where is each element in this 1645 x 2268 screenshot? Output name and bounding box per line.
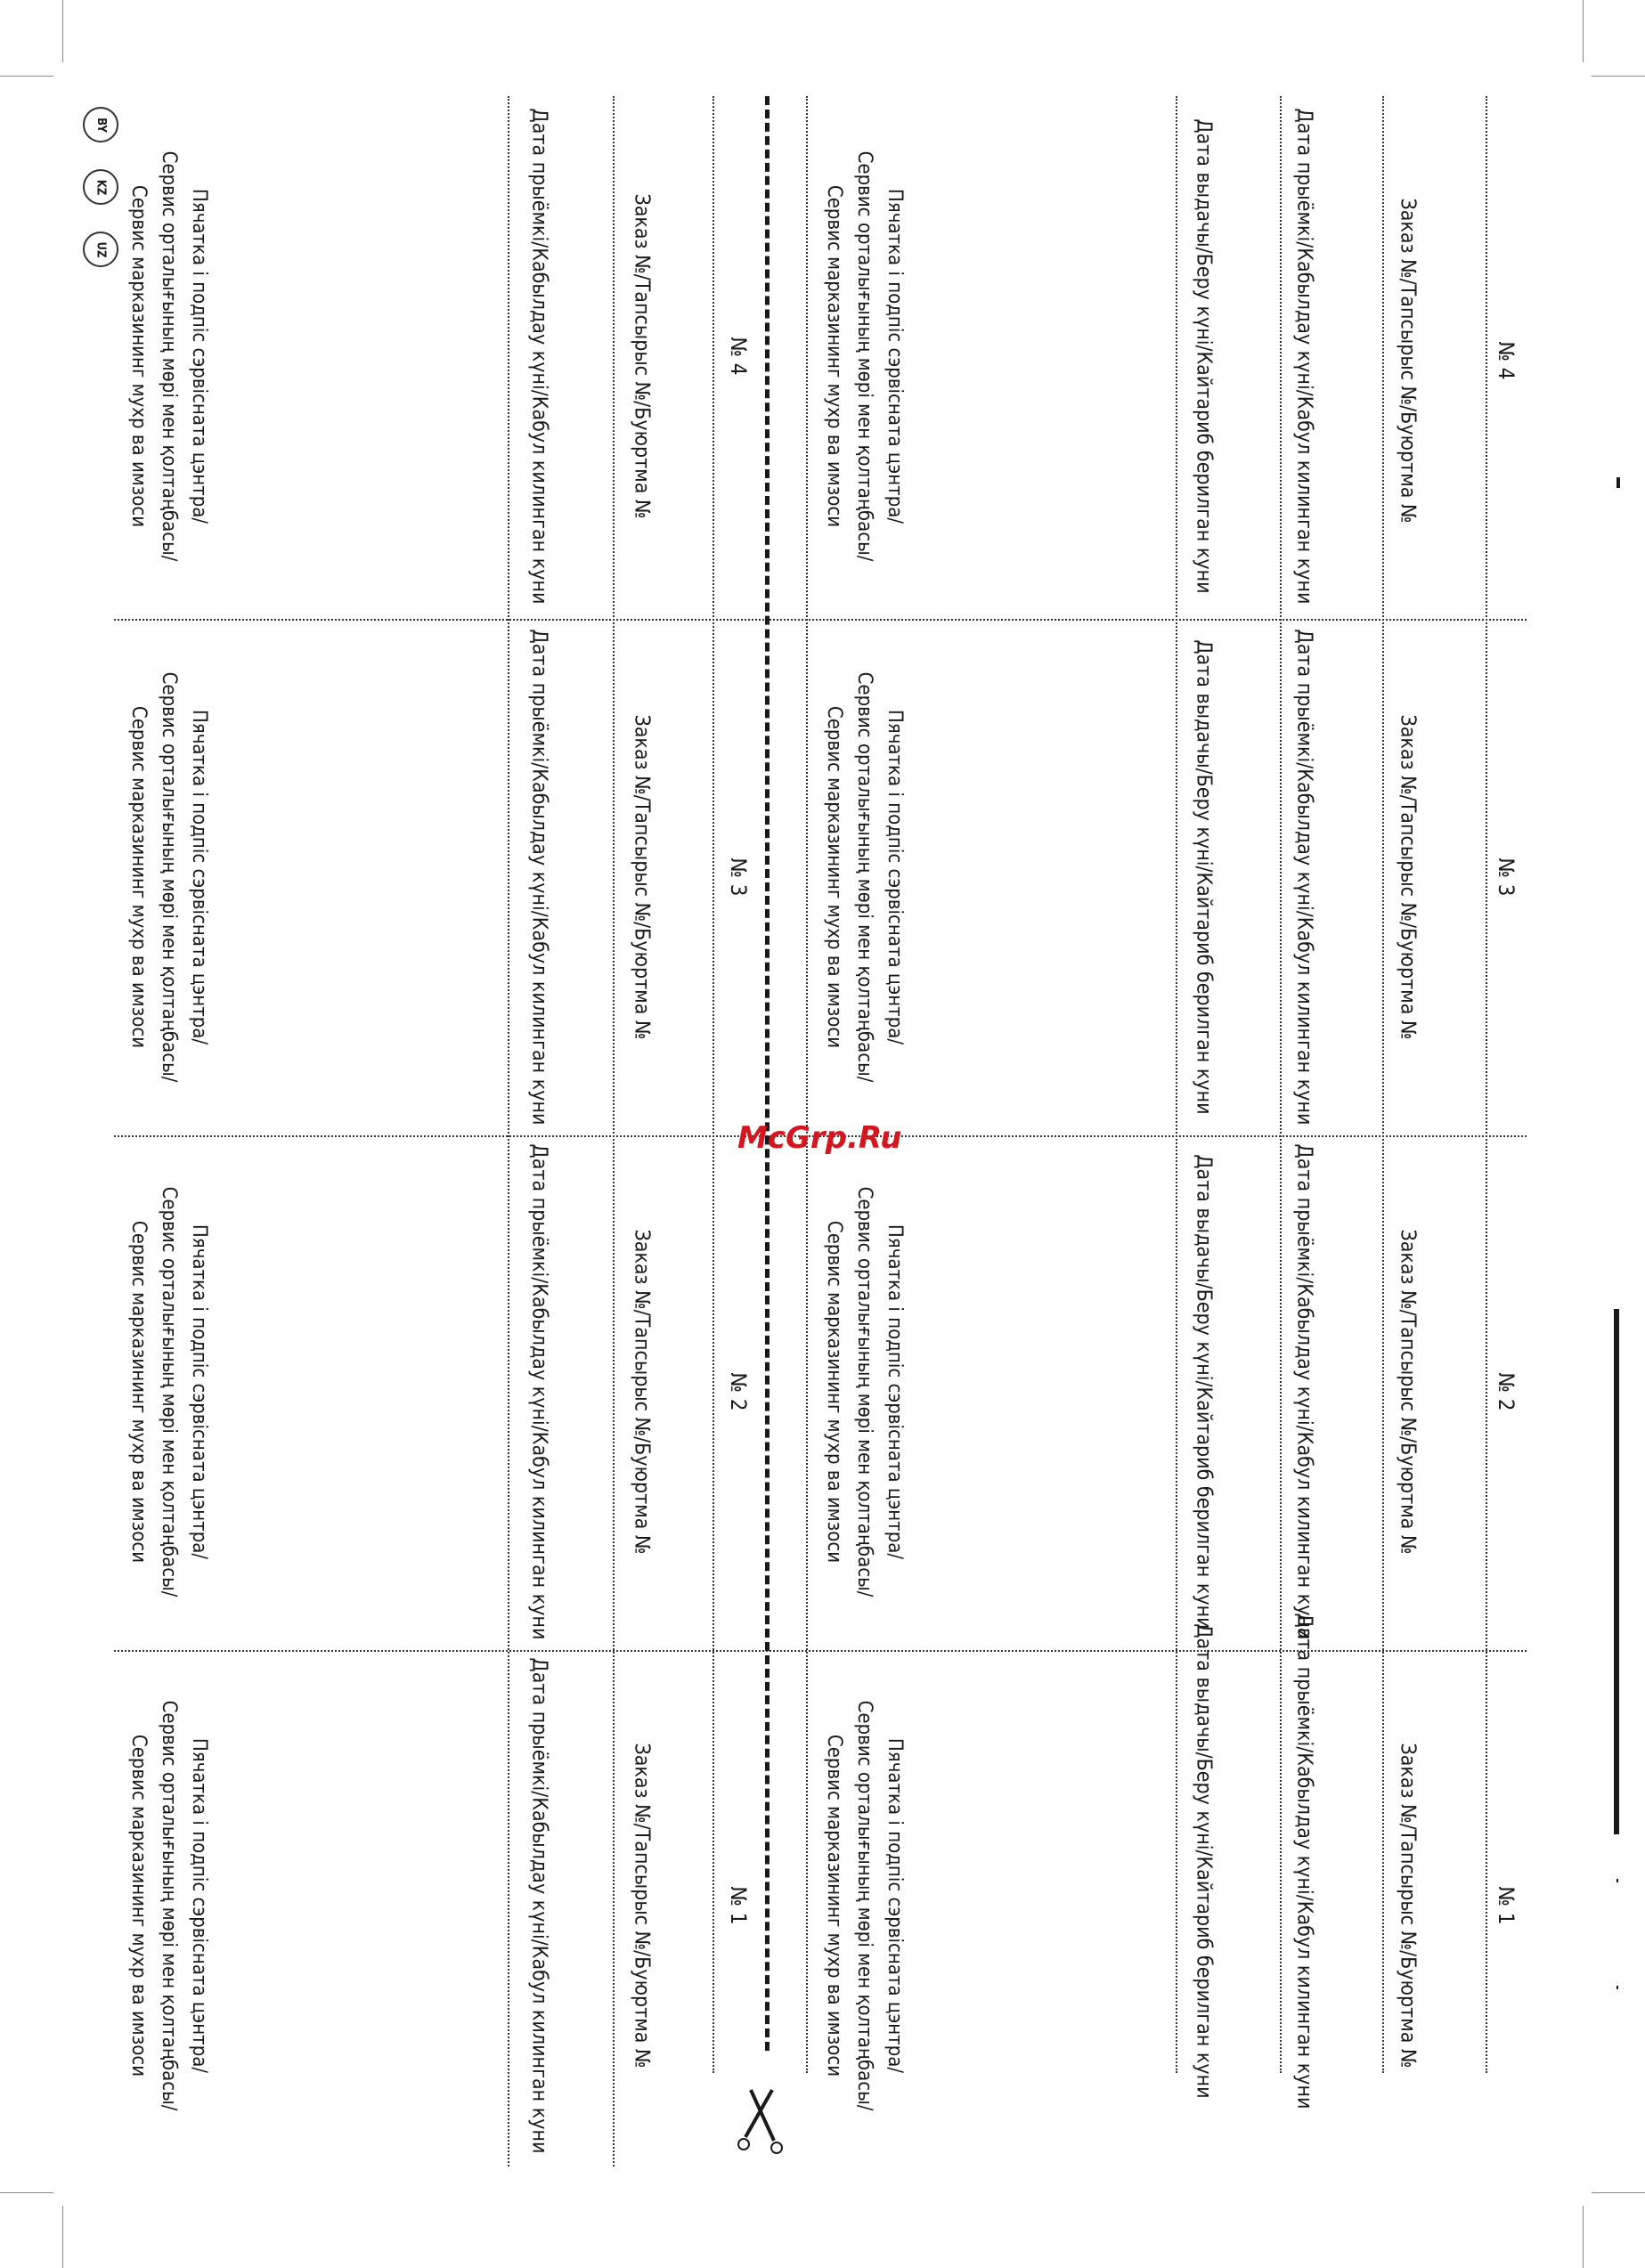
column-separator	[114, 619, 1527, 621]
crop-mark	[1592, 2192, 1645, 2193]
row-separator	[806, 96, 808, 2073]
service-stamp-text: Пячатка і подпіс сэрвісната цэнтра/ Сервис орталығының мөрі мен қолтаңбасы/ Сервис марказининг мухр ва имзоси	[127, 1186, 210, 1597]
tear-coupon-number: № 2	[726, 1372, 751, 1411]
receipt-date-label: Дата прыёмкі/Кабылдау күні/Кабул килинган куни	[1292, 108, 1316, 605]
language-badge-kz: KZ	[83, 169, 118, 205]
order-label: Заказ №/Тапсырыс №/Буюртма №	[1396, 1229, 1420, 1555]
language-badge-by: BY	[83, 107, 118, 142]
coupon-number: № 1	[1494, 1886, 1519, 1925]
tear-coupon-number: № 1	[726, 1886, 751, 1925]
crop-mark	[1592, 76, 1645, 77]
language-badge-uz: UZ	[83, 232, 118, 267]
receipt-date-label: Дата прыёмкі/Кабылдау күні/Кабул килинган куни	[527, 108, 551, 605]
crop-mark	[0, 2192, 53, 2193]
issue-date-label: Дата выдачы/Беру күні/Кайтариб берилган куни	[1192, 639, 1216, 1115]
scissors-icon	[735, 2085, 788, 2157]
order-label: Заказ №/Тапсырыс №/Буюртма №	[1396, 714, 1420, 1040]
receipt-date-label: Дата прыёмкі/Кабылдау күні/Кабул килинган куни	[527, 1657, 551, 2154]
order-label: Заказ №/Тапсырыс №/Буюртма №	[630, 1743, 654, 2069]
row-separator	[1280, 96, 1282, 2073]
tear-coupon-number: № 4	[726, 337, 751, 376]
coupon-number: № 4	[1494, 341, 1519, 380]
service-stamp-text: Пячатка і подпіс сэрвісната цэнтра/ Сервис орталығының мөрі мен қолтаңбасы/ Сервис марказининг мухр ва имзоси	[823, 1700, 906, 2111]
order-label: Заказ №/Тапсырыс №/Буюртма №	[630, 193, 654, 519]
row-separator	[713, 96, 714, 2073]
row-separator	[1176, 96, 1177, 2073]
receipt-date-label: Дата прыёмкі/Кабылдау күні/Кабул килинган куни	[527, 629, 551, 1126]
registration-mark	[1616, 1549, 1618, 1553]
receipt-date-label: Дата прыёмкі/Кабылдау күні/Кабул килинган куни	[1292, 629, 1316, 1126]
issue-date-label: Дата выдачы/Беру күні/Кайтариб берилган куни	[1192, 1154, 1216, 1630]
receipt-date-label: Дата прыёмкі/Кабылдау күні/Кабул килинган куни	[527, 1143, 551, 1640]
service-stamp-text: Пячатка і подпіс сэрвісната цэнтра/ Сервис орталығының мөрі мен қолтаңбасы/ Сервис марказининг мухр ва имзоси	[127, 671, 210, 1083]
watermark: McGrp.Ru	[737, 1120, 902, 1156]
registration-mark	[1616, 1656, 1618, 1660]
registration-mark	[1616, 1879, 1618, 1882]
service-stamp-text: Пячатка і подпіс сэрвісната цэнтра/ Сервис орталығының мөрі мен қолтаңбасы/ Сервис марказининг мухр ва имзоси	[823, 150, 906, 562]
coupon-number: № 2	[1494, 1372, 1519, 1411]
coupon-number: № 3	[1494, 858, 1519, 897]
order-label: Заказ №/Тапсырыс №/Буюртма №	[1396, 198, 1420, 524]
crop-mark	[1583, 0, 1584, 62]
crop-mark	[62, 0, 63, 62]
receipt-date-label: Дата прыёмкі/Кабылдау күні/Кабул килинган куни	[1292, 1143, 1316, 1640]
order-label: Заказ №/Тапсырыс №/Буюртма №	[630, 1229, 654, 1555]
service-stamp-text: Пячатка і подпіс сэрвісната цэнтра/ Сервис орталығының мөрі мен қолтаңбасы/ Сервис марказининг мухр ва имзоси	[823, 1186, 906, 1597]
receipt-date-label: Дата прыёмкі/Кабылдау күні/Кабул килинган куни	[1292, 1613, 1316, 2109]
row-separator	[613, 96, 615, 2166]
issue-date-label: Дата выдачы/Беру күні/Кайтариб берилган куни	[1192, 1623, 1216, 2099]
service-stamp-text: Пячатка і подпіс сэрвісната цэнтра/ Сервис орталығының мөрі мен қолтаңбасы/ Сервис марказининг мухр ва имзоси	[127, 1700, 210, 2111]
registration-mark	[1614, 1309, 1619, 1834]
registration-mark	[1616, 477, 1620, 488]
service-stamp-text: Пячатка і подпіс сэрвісната цэнтра/ Сервис орталығының мөрі мен қолтаңбасы/ Сервис марказининг мухр ва имзоси	[823, 671, 906, 1083]
row-separator	[508, 96, 509, 2166]
tear-line	[765, 96, 770, 2051]
crop-mark	[0, 76, 53, 77]
row-separator	[1382, 96, 1384, 2073]
registration-mark	[1616, 1763, 1618, 1767]
crop-mark	[1583, 2206, 1584, 2268]
crop-mark	[62, 2206, 63, 2268]
row-separator	[1486, 96, 1487, 2073]
issue-date-label: Дата выдачы/Беру күні/Кайтариб берилган куни	[1192, 118, 1216, 594]
order-label: Заказ №/Тапсырыс №/Буюртма №	[1396, 1743, 1420, 2069]
order-label: Заказ №/Тапсырыс №/Буюртма №	[630, 714, 654, 1040]
tear-coupon-number: № 3	[726, 858, 751, 897]
registration-mark	[1616, 1986, 1618, 1989]
service-stamp-text: Пячатка і подпіс сэрвісната цэнтра/ Сервис орталығының мөрі мен қолтаңбасы/ Сервис марказининг мухр ва имзоси	[127, 150, 210, 562]
